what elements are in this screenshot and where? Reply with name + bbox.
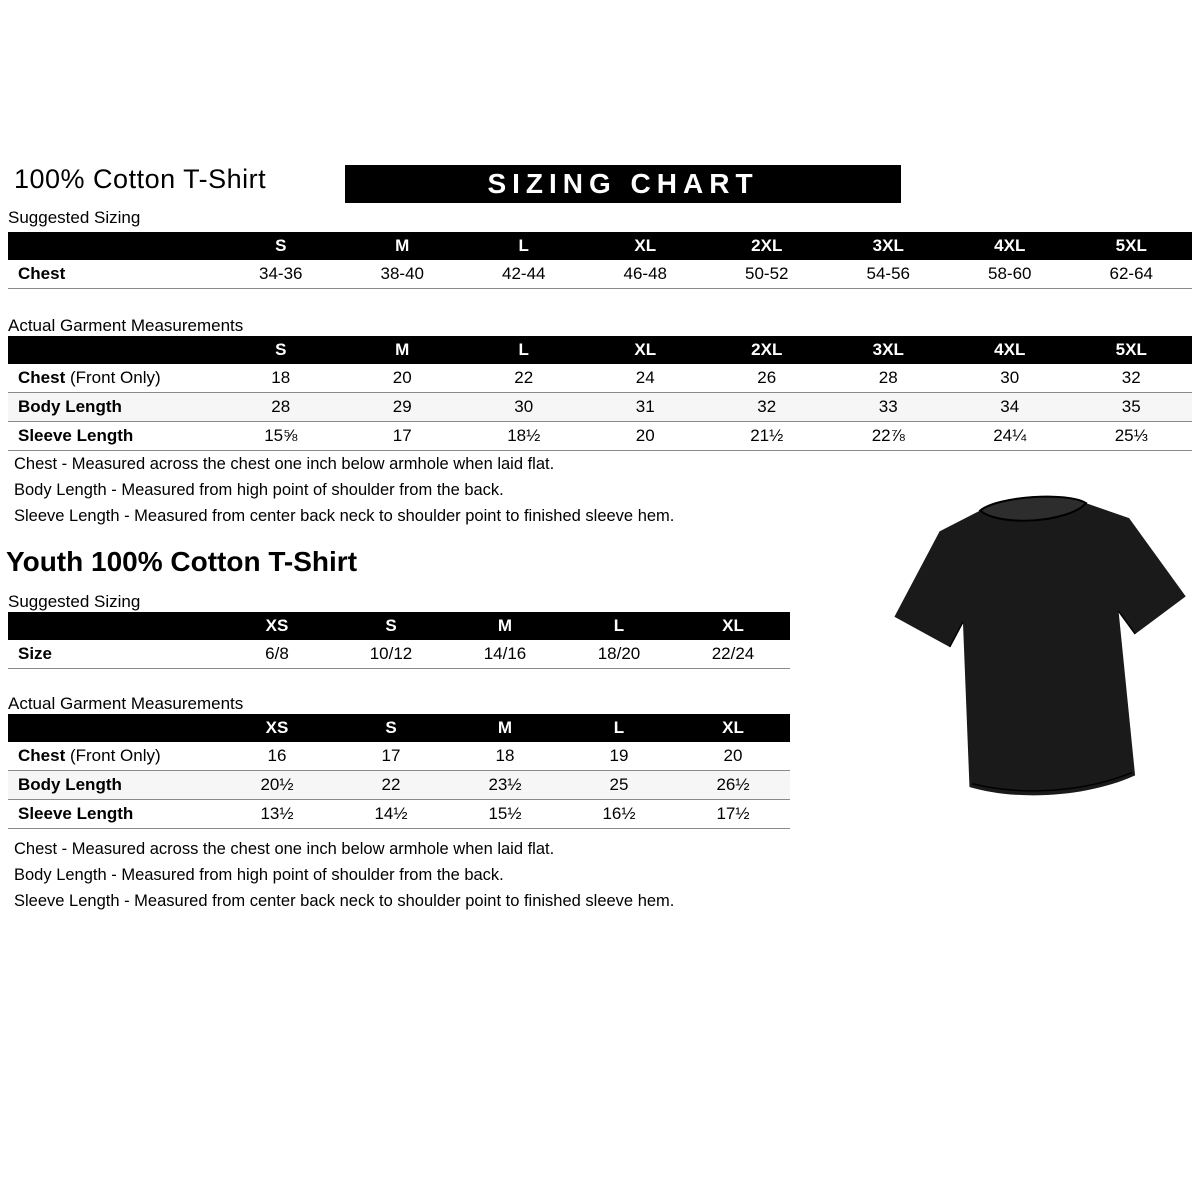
adult-section-title: 100% Cotton T-Shirt <box>14 164 267 194</box>
column-header-xs: XS <box>220 612 334 640</box>
measurement-cell: 24¼ <box>949 422 1071 451</box>
column-header-3xl: 3XL <box>828 336 950 364</box>
column-header-l: L <box>562 714 676 742</box>
row-label: Chest <box>8 260 220 289</box>
note-chest: Chest - Measured across the chest one inch below armhole when laid flat. <box>14 840 555 858</box>
note-sleeve-length: Sleeve Length - Measured from center back neck to shoulder point to finished sleeve hem. <box>14 892 675 910</box>
measurement-cell: 34 <box>949 393 1071 422</box>
column-header-l: L <box>463 232 585 260</box>
measurement-cell: 28 <box>828 364 950 393</box>
adult-actual-measurements-label: Actual Garment Measurements <box>8 316 244 335</box>
column-header-blank <box>8 612 220 640</box>
measurement-cell: 14/16 <box>448 640 562 669</box>
measurement-cell: 46-48 <box>585 260 707 289</box>
measurement-cell: 10/12 <box>334 640 448 669</box>
measurement-cell: 30 <box>949 364 1071 393</box>
measurement-cell: 42-44 <box>463 260 585 289</box>
measurement-cell: 20 <box>676 742 790 771</box>
measurement-cell: 16 <box>220 742 334 771</box>
measurement-cell: 20 <box>585 422 707 451</box>
column-header-l: L <box>562 612 676 640</box>
column-header-m: M <box>448 612 562 640</box>
row-label: Sleeve Length <box>8 422 220 451</box>
measurement-cell: 18½ <box>463 422 585 451</box>
measurement-cell: 25 <box>562 771 676 800</box>
measurement-cell: 21½ <box>706 422 828 451</box>
measurement-cell: 22⅞ <box>828 422 950 451</box>
column-header-xl: XL <box>585 336 707 364</box>
youth-suggested-sizing-label: Suggested Sizing <box>8 592 141 611</box>
measurement-cell: 15½ <box>448 800 562 829</box>
measurement-cell: 29 <box>342 393 464 422</box>
table-row <box>8 422 1192 451</box>
column-header-blank <box>8 336 220 364</box>
youth-actual-table-wrap <box>8 714 790 829</box>
measurement-cell: 50-52 <box>706 260 828 289</box>
table-row <box>8 364 1192 393</box>
table-row <box>8 640 790 669</box>
row-label: Chest (Front Only) <box>8 364 220 393</box>
adult-measurement-notes <box>14 455 874 533</box>
column-header-blank <box>8 714 220 742</box>
youth-actual-measurements-table <box>8 714 790 829</box>
table-header-row <box>8 336 1192 364</box>
measurement-cell: 28 <box>220 393 342 422</box>
measurement-cell: 34-36 <box>220 260 342 289</box>
column-header-5xl: 5XL <box>1071 232 1193 260</box>
measurement-cell: 18/20 <box>562 640 676 669</box>
measurement-cell: 19 <box>562 742 676 771</box>
adult-actual-measurements-table <box>8 336 1192 451</box>
note-chest: Chest - Measured across the chest one inch below armhole when laid flat. <box>14 455 555 473</box>
table-row <box>8 800 790 829</box>
measurement-cell: 54-56 <box>828 260 950 289</box>
measurement-cell: 18 <box>220 364 342 393</box>
measurement-cell: 24 <box>585 364 707 393</box>
adult-suggested-sizing-label: Suggested Sizing <box>8 208 141 227</box>
row-label: Body Length <box>8 393 220 422</box>
measurement-cell: 20½ <box>220 771 334 800</box>
column-header-2xl: 2XL <box>706 232 828 260</box>
measurement-cell: 32 <box>706 393 828 422</box>
table-header-row <box>8 714 790 742</box>
measurement-cell: 38-40 <box>342 260 464 289</box>
column-header-s: S <box>220 336 342 364</box>
column-header-l: L <box>463 336 585 364</box>
adult-suggested-table-wrap <box>8 232 1192 289</box>
note-sleeve-length: Sleeve Length - Measured from center back neck to shoulder point to finished sleeve hem. <box>14 507 675 525</box>
tshirt-product-image <box>893 476 1193 821</box>
note-body-length: Body Length - Measured from high point of shoulder from the back. <box>14 866 504 884</box>
tshirt-graphic <box>893 476 1193 821</box>
measurement-cell: 13½ <box>220 800 334 829</box>
column-header-3xl: 3XL <box>828 232 950 260</box>
column-header-m: M <box>448 714 562 742</box>
column-header-s: S <box>220 232 342 260</box>
table-header-row <box>8 232 1192 260</box>
measurement-cell: 20 <box>342 364 464 393</box>
column-header-m: M <box>342 232 464 260</box>
table-row <box>8 260 1192 289</box>
measurement-cell: 35 <box>1071 393 1193 422</box>
youth-actual-measurements-label: Actual Garment Measurements <box>8 694 244 713</box>
measurement-cell: 23½ <box>448 771 562 800</box>
row-label: Body Length <box>8 771 220 800</box>
row-label: Chest (Front Only) <box>8 742 220 771</box>
measurement-cell: 17½ <box>676 800 790 829</box>
measurement-cell: 17 <box>334 742 448 771</box>
measurement-cell: 26½ <box>676 771 790 800</box>
column-header-2xl: 2XL <box>706 336 828 364</box>
column-header-xs: XS <box>220 714 334 742</box>
measurement-cell: 62-64 <box>1071 260 1193 289</box>
row-label: Sleeve Length <box>8 800 220 829</box>
measurement-cell: 14½ <box>334 800 448 829</box>
table-header-row <box>8 612 790 640</box>
column-header-s: S <box>334 612 448 640</box>
youth-suggested-sizing-table <box>8 612 790 669</box>
measurement-cell: 6/8 <box>220 640 334 669</box>
table-row <box>8 742 790 771</box>
column-header-xl: XL <box>676 612 790 640</box>
measurement-cell: 22 <box>334 771 448 800</box>
measurement-cell: 58-60 <box>949 260 1071 289</box>
youth-section-title: Youth 100% Cotton T-Shirt <box>6 546 358 577</box>
adult-suggested-sizing-table <box>8 232 1192 289</box>
measurement-cell: 16½ <box>562 800 676 829</box>
measurement-cell: 32 <box>1071 364 1193 393</box>
column-header-blank <box>8 232 220 260</box>
youth-suggested-table-wrap <box>8 612 790 669</box>
column-header-s: S <box>334 714 448 742</box>
adult-actual-table-wrap <box>8 336 1192 451</box>
measurement-cell: 26 <box>706 364 828 393</box>
column-header-m: M <box>342 336 464 364</box>
measurement-cell: 33 <box>828 393 950 422</box>
measurement-cell: 31 <box>585 393 707 422</box>
column-header-5xl: 5XL <box>1071 336 1193 364</box>
table-row <box>8 393 1192 422</box>
measurement-cell: 25⅓ <box>1071 422 1193 451</box>
measurement-cell: 15⅝ <box>220 422 342 451</box>
measurement-cell: 17 <box>342 422 464 451</box>
column-header-4xl: 4XL <box>949 336 1071 364</box>
measurement-cell: 30 <box>463 393 585 422</box>
sizing-chart-banner: SIZING CHART <box>345 165 901 203</box>
column-header-xl: XL <box>676 714 790 742</box>
column-header-4xl: 4XL <box>949 232 1071 260</box>
note-body-length: Body Length - Measured from high point of shoulder from the back. <box>14 481 504 499</box>
table-row <box>8 771 790 800</box>
measurement-cell: 18 <box>448 742 562 771</box>
youth-measurement-notes <box>14 840 874 918</box>
measurement-cell: 22 <box>463 364 585 393</box>
column-header-xl: XL <box>585 232 707 260</box>
row-label: Size <box>8 640 220 669</box>
measurement-cell: 22/24 <box>676 640 790 669</box>
